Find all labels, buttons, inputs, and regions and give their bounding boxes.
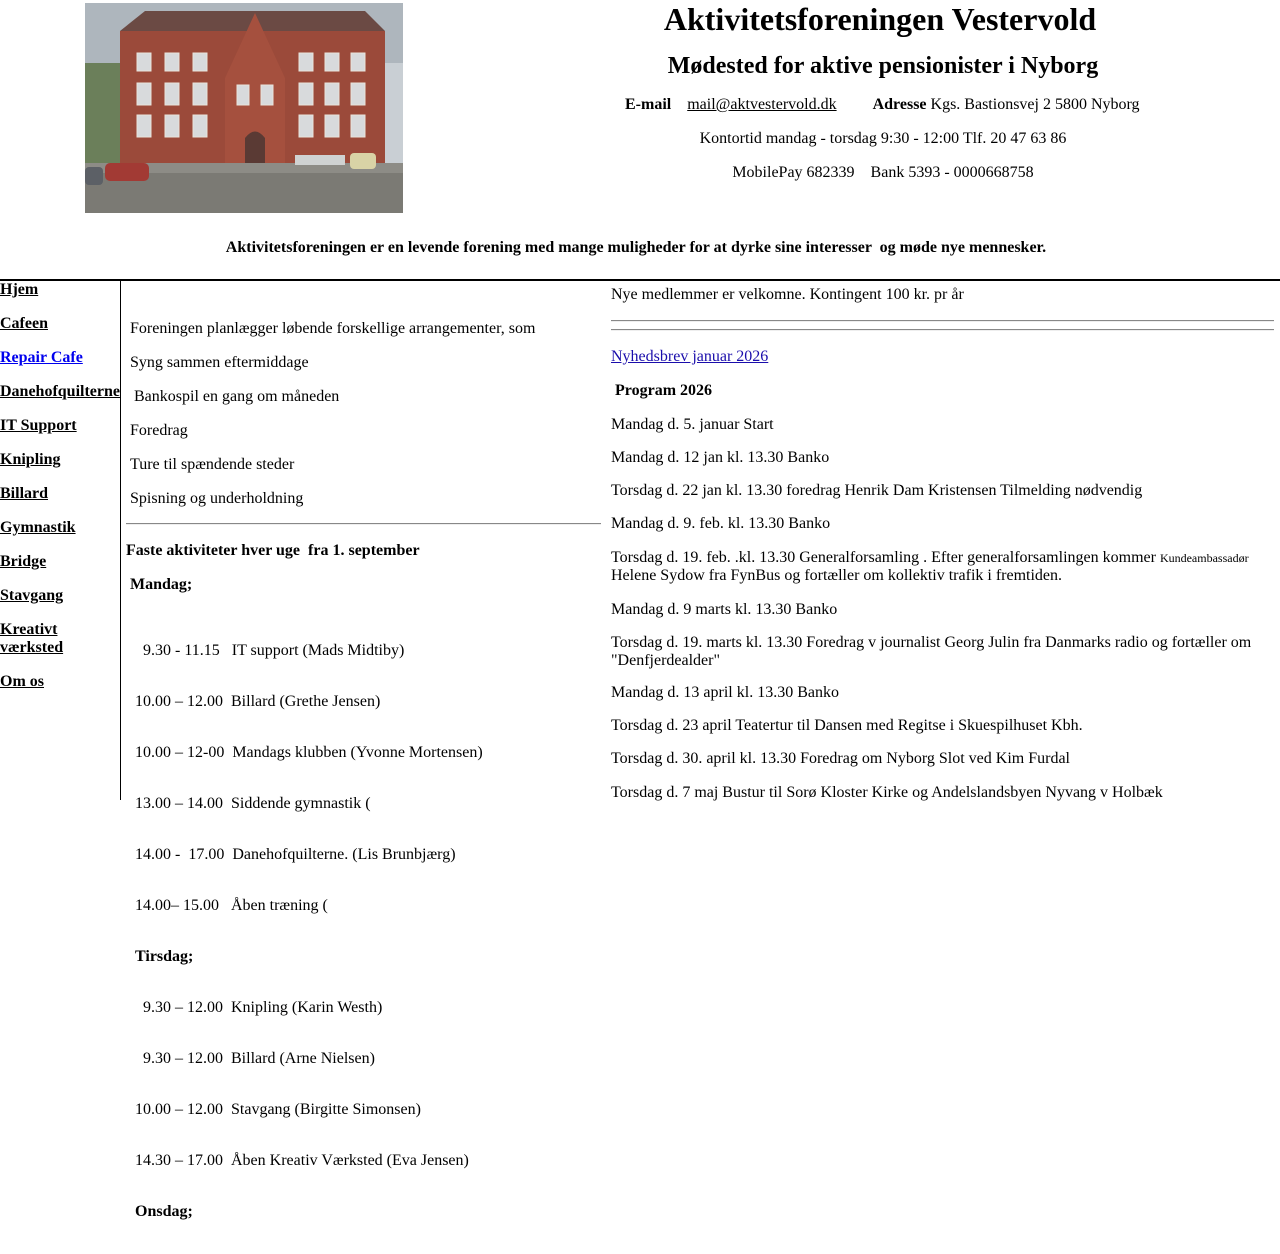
nav-item-bridge[interactable]: Bridge bbox=[0, 553, 47, 570]
nav-item-knipling[interactable]: Knipling bbox=[0, 451, 61, 468]
building-photo-drawing bbox=[85, 3, 403, 213]
page-title: Aktivitetsforeningen Vestervold bbox=[663, 1, 1097, 37]
program-item-general-assembly: Torsdag d. 19. feb. .kl. 13.30 Generalforsamling . Efter generalforsamlingen kommer Kundeambassadør Helene Sydow fra FynBus og fortæller om kollektiv trafik i fremtiden. bbox=[611, 549, 1249, 584]
sidebar-nav bbox=[0, 281, 121, 800]
nav-item-om-os[interactable]: Om os bbox=[0, 673, 44, 690]
building-photo bbox=[85, 3, 403, 213]
nav-item-hjem[interactable]: Hjem bbox=[0, 281, 39, 298]
schedule-row: 14.00 - 17.00 Danehofquilterne. (Lis Brunbjærg) bbox=[135, 846, 456, 863]
email-link[interactable]: mail@aktvestervold.dk bbox=[687, 96, 837, 113]
schedule-row: 13.00 – 14.00 Siddende gymnastik ( bbox=[135, 795, 371, 812]
schedule-row: 9.30 – 12.00 Knipling (Karin Westh) bbox=[135, 999, 383, 1016]
nav-item-stavgang[interactable]: Stavgang bbox=[0, 587, 64, 604]
nav-item-kreativt-vaerksted[interactable]: Kreativt værksted bbox=[0, 621, 64, 656]
tuesday-label: Tirsdag; bbox=[135, 948, 194, 965]
program-item: Torsdag d. 22 jan kl. 13.30 foredrag Henrik Dam Kristensen Tilmelding nødvendig bbox=[611, 482, 1143, 499]
program-item: Torsdag d. 23 april Teatertur til Dansen med Regitse i Skuespilhuset Kbh. bbox=[611, 717, 1083, 734]
section-divider bbox=[611, 329, 1274, 331]
contact-line bbox=[625, 96, 1140, 114]
event-item: Spisning og underholdning bbox=[130, 490, 304, 507]
tagline: Aktivitetsforeningen er en levende forening med mange muligheder for at dyrke sine interesser og møde nye mennesker. bbox=[225, 239, 1047, 256]
nav-item-danehofquilterne[interactable]: Danehofquilterne bbox=[0, 383, 120, 400]
section-divider bbox=[611, 320, 1274, 322]
wednesday-label: Onsdag; bbox=[135, 1203, 193, 1220]
payment-info: MobilePay 682339 Bank 5393 - 0000668758 bbox=[732, 164, 1034, 181]
newsletter-link[interactable]: Nyhedsbrev januar 2026 bbox=[611, 348, 769, 365]
section-divider bbox=[126, 523, 601, 525]
address-label: Adresse bbox=[872, 96, 927, 113]
address-value: Kgs. Bastionsvej 2 5800 Nyborg bbox=[930, 96, 1140, 113]
news-column bbox=[611, 281, 1275, 800]
schedule-row: 14.30 – 17.00 Åben Kreativ Værksted (Eva Jensen) bbox=[135, 1152, 469, 1169]
program-item: Torsdag d. 19. marts kl. 13.30 Foredrag v journalist Georg Julin fra Danmarks radio og fortæller om "Denfjerdealder" bbox=[611, 634, 1252, 669]
program-item: Torsdag d. 30. april kl. 13.30 Foredrag om Nyborg Slot ved Kim Furdal bbox=[611, 750, 1070, 767]
nav-item-it-support[interactable]: IT Support bbox=[0, 417, 77, 434]
program-item: Mandag d. 12 jan kl. 13.30 Banko bbox=[611, 449, 830, 466]
program-item: Mandag d. 9 marts kl. 13.30 Banko bbox=[611, 601, 838, 618]
event-item: Foredrag bbox=[130, 422, 188, 439]
office-hours: Kontortid mandag - torsdag 9:30 - 12:00 Tlf. 20 47 63 86 bbox=[699, 130, 1067, 147]
nav-item-repair-cafe[interactable]: Repair Cafe bbox=[0, 349, 83, 366]
event-item: Ture til spændende steder bbox=[130, 456, 295, 473]
activities-column bbox=[126, 281, 602, 1220]
program-heading: Program 2026 bbox=[611, 382, 713, 399]
nav-item-cafeen[interactable]: Cafeen bbox=[0, 315, 48, 332]
page-subtitle: Mødested for aktive pensionister i Nyborg bbox=[667, 53, 1099, 79]
program-item: Mandag d. 13 april kl. 13.30 Banko bbox=[611, 684, 839, 701]
email-label: E-mail bbox=[625, 96, 672, 113]
program-item: Torsdag d. 7 maj Bustur til Sorø Kloster Kirke og Andelslandsbyen Nyvang v Holbæk bbox=[611, 784, 1163, 801]
schedule-row: 10.00 – 12.00 Billard (Grethe Jensen) bbox=[135, 693, 381, 710]
weekly-schedule bbox=[135, 608, 483, 1254]
schedule-row: 10.00 – 12.00 Stavgang (Birgitte Simonsen) bbox=[135, 1101, 421, 1118]
event-item: Syng sammen eftermiddage bbox=[130, 354, 309, 371]
schedule-row: 10.00 – 12-00 Mandags klubben (Yvonne Mortensen) bbox=[135, 744, 483, 761]
schedule-row: 9.30 - 11.15 IT support (Mads Midtiby) bbox=[135, 642, 405, 659]
event-item: Bankospil en gang om måneden bbox=[130, 388, 340, 405]
intro-text: Foreningen planlægger løbende forskellige arrangementer, som bbox=[130, 320, 536, 337]
nav-item-billard[interactable]: Billard bbox=[0, 485, 49, 502]
newsletter-link-wrap bbox=[611, 348, 1271, 366]
schedule-row: 9.30 – 12.00 Billard (Arne Nielsen) bbox=[135, 1050, 375, 1067]
nav-item-gymnastik[interactable]: Gymnastik bbox=[0, 519, 76, 536]
program-item: Mandag d. 9. feb. kl. 13.30 Banko bbox=[611, 515, 831, 532]
fixed-activities-heading: Faste aktiviteter hver uge fra 1. september bbox=[126, 542, 420, 559]
membership-text: Nye medlemmer er velkomne. Kontingent 100 kr. pr år bbox=[611, 286, 964, 303]
monday-label: Mandag; bbox=[130, 576, 193, 593]
schedule-row: 14.00– 15.00 Åben træning ( bbox=[135, 897, 328, 914]
program-item: Mandag d. 5. januar Start bbox=[611, 416, 774, 433]
